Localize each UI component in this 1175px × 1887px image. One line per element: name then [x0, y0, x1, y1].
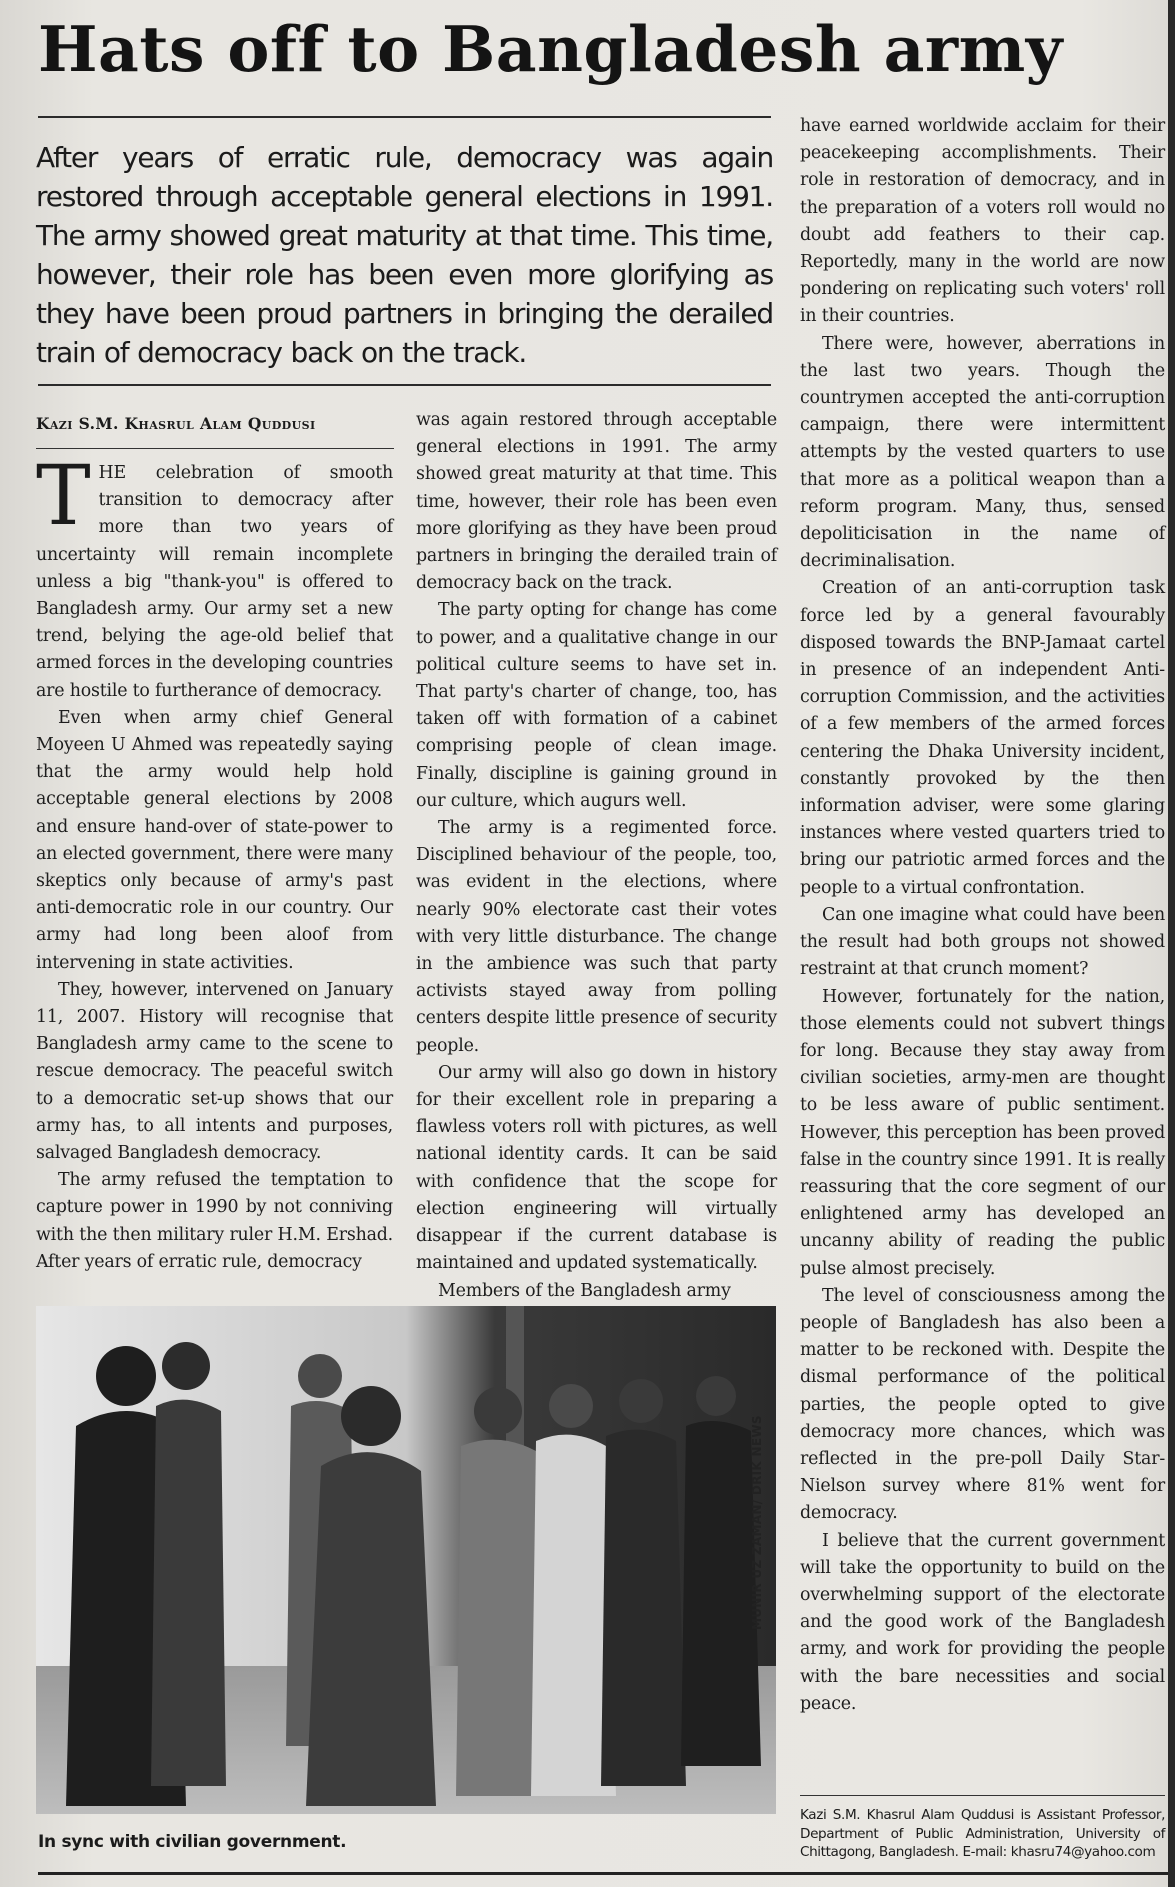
body-paragraph: However, fortunately for the nation, those elements could not subvert things for long. Because they stay away from civilian societies, army-men are thought to be less aware of public sentiment. However, this perception has been proved false in the country since 1991. It is really reassuring that the core segment of our enlightened army has developed an uncanny ability of reading the public pulse almost precisely.: [800, 986, 1165, 1279]
body-paragraph: The level of consciousness among the people of Bangladesh has also been a matter to be reckoned with. Despite the dismal performance of the political parties, the people opted to give democracy more chances, which was reflected in the pre-poll Daily Star-Nielson survey where 81% went for democracy.: [800, 1285, 1165, 1524]
body-paragraph: I believe that the current government will take the opportunity to build on the overwhelming support of the electorate and the good work of the Bangladesh army, and work for providing the people with the bare necessities and social peace.: [800, 1530, 1165, 1714]
bio-rule: [800, 1795, 1165, 1796]
headline: Hats off to Bangladesh army: [38, 12, 1063, 86]
body-paragraph: The army is a regimented force. Disciplined behaviour of the people, too, was evident in the elections, where nearly 90% electorate cast their votes with very little disturbance. The change in the ambience was such that party activists stayed away from polling centers despite little presence of security people.: [416, 818, 777, 1056]
body-paragraph: Can one imagine what could have been the result had both groups not showed restraint at that crunch moment?: [800, 904, 1165, 980]
body-column-2: [416, 407, 777, 1305]
body-column-1: [36, 449, 393, 1276]
photo-caption: In sync with civilian government.: [38, 1832, 347, 1852]
author-bio: Kazi S.M. Khasrul Alam Quddusi is Assistant Professor, Department of Public Administration, University of Chittagong, Bangladesh. E-mail: khasru74@yahoo.com: [800, 1807, 1165, 1860]
drop-cap: T: [36, 449, 91, 544]
body-column-3: [800, 113, 1165, 1718]
body-paragraph: was again restored through acceptable general elections in 1991. The army showed great maturity at that time. This time, however, their role has been even more glorifying as they have been proud partners in bringing the derailed train of democracy back on the track.: [416, 410, 777, 594]
body-paragraph: Our army will also go down in history for their excellent role in preparing a flawless voters roll with pictures, as well national identity cards. It can be said with confidence that the scope for election engineering will virtually disappear if the current database is maintained and updated systematically.: [416, 1062, 777, 1274]
deck: After years of erratic rule, democracy was again restored through acceptable general elections in 1991. The army showed great maturity at that time. This time, however, their role has been even more glorifying as they have been proud partners in bringing the derailed train of democracy back on the track.: [36, 141, 773, 369]
deck-bottom-rule: [38, 384, 771, 386]
news-photo: [36, 1306, 776, 1814]
body-paragraph: The party opting for change has come to power, and a qualitative change in our political culture seems to have set in. That party's charter of change, too, has taken off with formation of a cabinet comprising people of clean image. Finally, discipline is gaining ground in our culture, which augurs well.: [416, 600, 777, 811]
body-paragraph: They, however, intervened on January 11, 2007. History will recognise that Bangladesh army came to the scene to rescue democracy. The peaceful switch to a democratic set-up shows that our army has, to all intents and purposes, salvaged Bangladesh democracy.: [36, 979, 393, 1164]
bottom-rule: [38, 1872, 1168, 1875]
body-paragraph: have earned worldwide acclaim for their peacekeeping accomplishments. Their role in restoration of democracy, and in the preparation of a voters roll would no doubt add feathers to their cap. Reportedly, many in the world are now pondering on replicating such voters' roll in their countries.: [800, 116, 1165, 327]
body-paragraph: Members of the Bangladesh army: [438, 1280, 731, 1301]
body-paragraph: There were, however, aberrations in the last two years. Though the countrymen accepted the anti-corruption campaign, there were intermittent attempts by the vested quarters to use that more as a political weapon than a reform program. Many, thus, sensed depoliticisation in the name of decriminalisation.: [800, 333, 1165, 572]
page-edge: [1168, 0, 1175, 1887]
deck-top-rule: [38, 116, 771, 118]
body-paragraph: [36, 449, 393, 705]
first-paragraph-text: HE celebration of smooth transition to democracy after more than two years of uncertainty will remain incomplete unless a big "thank-you" is offered to Bangladesh army. Our army set a new trend, belying the age-old belief that armed forces in the developing countries are hostile to furtherance of democracy.: [36, 463, 393, 701]
photo-credit: MUNIR UZ ZAMAN/ DRIK NEWS: [750, 1415, 764, 1630]
body-paragraph: Creation of an anti-corruption task force led by a general favourably disposed towards the BNP-Jamaat cartel in presence of an independent Anti-corruption Commission, and the activities of a few members of the armed forces centering the Dhaka University incident, constantly provoked by the then information adviser, were some glaring instances where vested quarters tried to bring our patriotic armed forces and the people to a virtual confrontation.: [800, 578, 1165, 898]
photo-image: [36, 1306, 776, 1814]
byline: Kazi S.M. Khasrul Alam Quddusi: [36, 414, 316, 433]
body-paragraph: The army refused the temptation to capture power in 1990 by not conniving with the then military ruler H.M. Ershad. After years of erratic rule, democracy: [36, 1170, 393, 1272]
body-paragraph: Even when army chief General Moyeen U Ahmed was repeatedly saying that the army would help hold acceptable general elections by 2008 and ensure hand-over of state-power to an elected government, there were many skeptics only because of army's past anti-democratic role in our country. Our army had long been aloof from intervening in state activities.: [36, 707, 393, 973]
